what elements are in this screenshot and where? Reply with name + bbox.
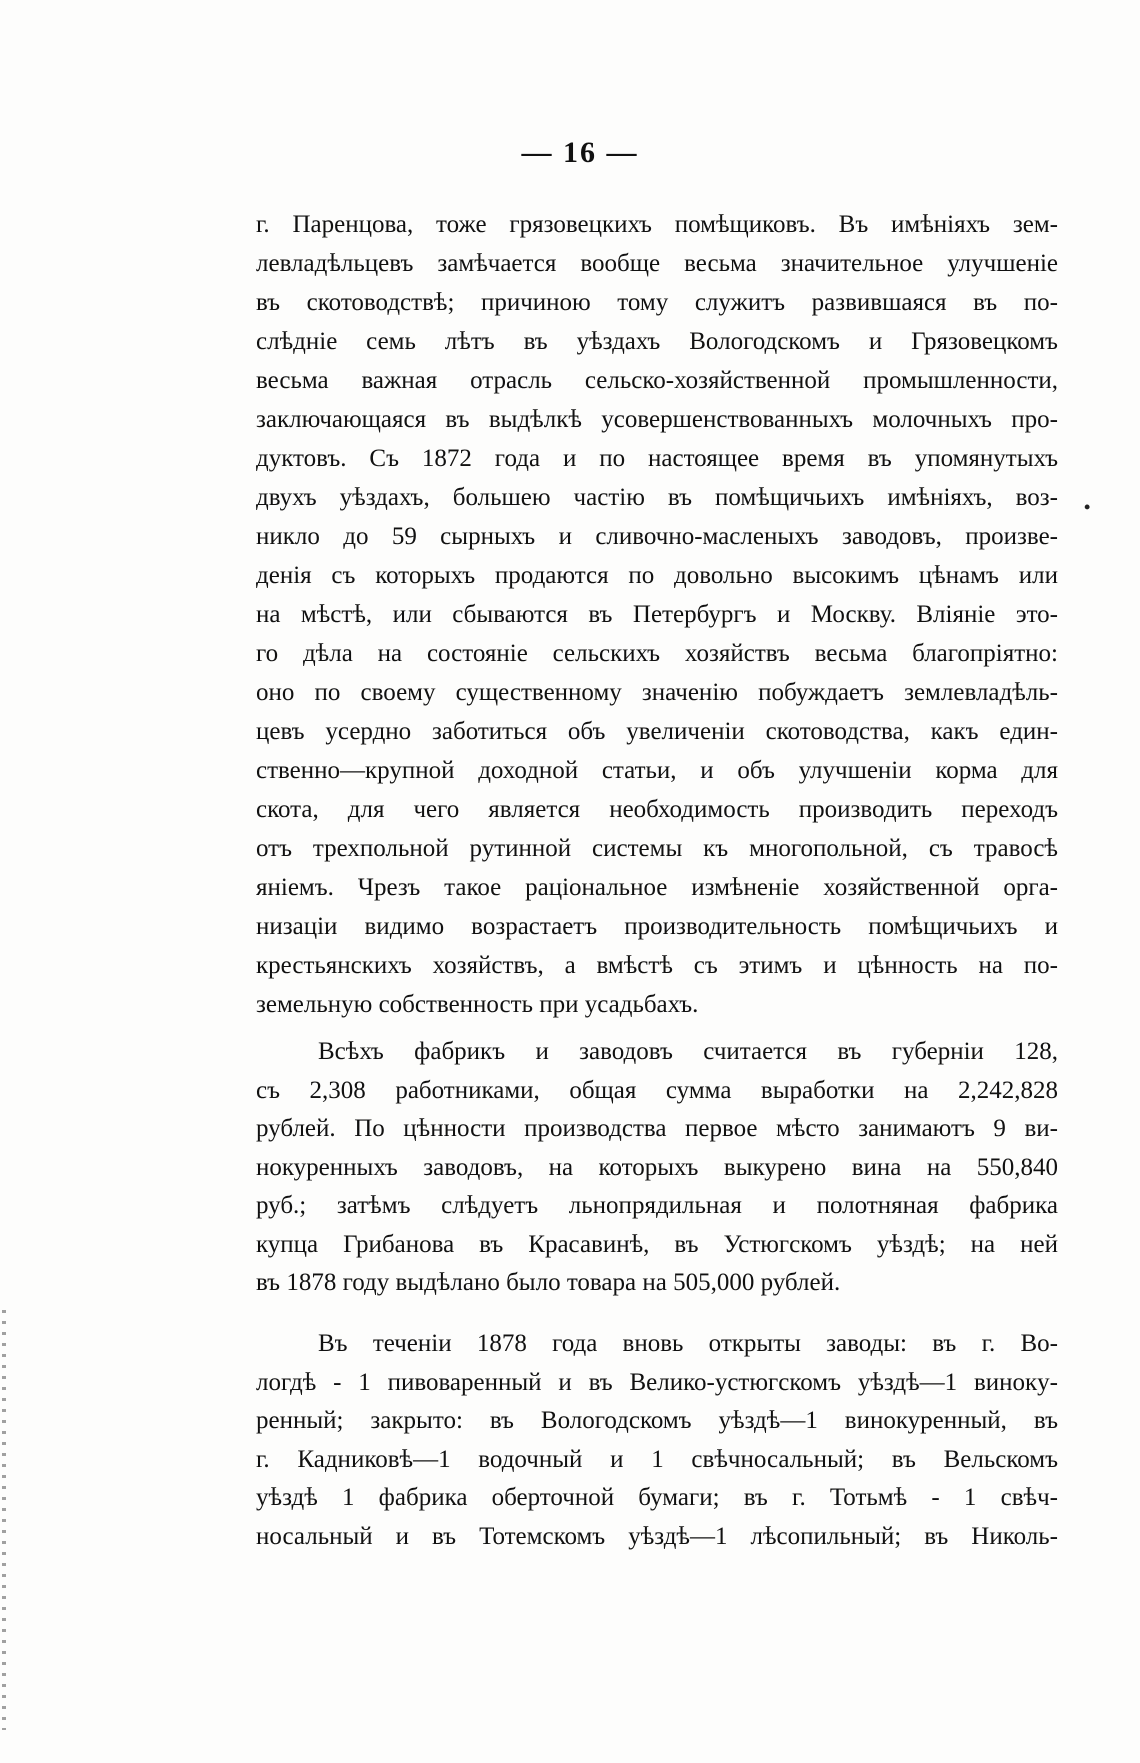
text-line: съ 2,308 работниками, общая сумма выработки на 2,242,828 <box>256 1076 1058 1104</box>
text-line: въ 1878 году выдѣлано было товара на 505,000 рублей. <box>256 1269 841 1296</box>
page-number: — 16 — <box>521 136 639 169</box>
paragraph-new-plants <box>256 1325 1058 1556</box>
text-line: денія съ которыхъ продаются по довольно высокимъ цѣнамъ или <box>256 562 1058 589</box>
text-line: цевъ усердно заботиться объ увеличеніи скотоводства, какъ един- <box>256 718 1058 745</box>
text-line: весьма важная отрасль сельско-хозяйственной промышленности, <box>256 367 1058 394</box>
stray-ink-dot: • <box>1084 497 1091 517</box>
text-line: рублей. По цѣнности производства первое мѣсто занимаютъ 9 ви- <box>256 1115 1058 1142</box>
text-line: отъ трехпольной рутинной системы къ многопольной, съ травосѣ <box>256 835 1058 862</box>
text-line: земельную собственность при усадьбахъ. <box>256 991 699 1018</box>
text-line: слѣдніе семь лѣтъ въ уѣздахъ Вологодскомъ и Грязовецкомъ <box>256 328 1058 355</box>
paragraph-dairy-industry <box>256 205 1058 1024</box>
text-line: левладѣльцевъ замѣчается вообще весьма значительное улучшеніе <box>256 250 1058 277</box>
text-line: ственно—крупной доходной статьи, и объ улучшеніи корма для <box>256 757 1058 784</box>
text-line: двухъ уѣздахъ, большею частію въ помѣщичьихъ имѣніяхъ, воз- <box>256 484 1058 511</box>
text-line: руб.; затѣмъ слѣдуетъ льнопрядильная и полотняная фабрика <box>256 1192 1058 1219</box>
text-line: низаціи видимо возрастаетъ производительность помѣщичьихъ и <box>256 913 1058 940</box>
text-line: го дѣла на состояніе сельскихъ хозяйствъ весьма благопріятно: <box>256 640 1058 667</box>
text-line: заключающаяся въ выдѣлкѣ усовершенствованныхъ молочныхъ про- <box>256 406 1058 433</box>
paragraph-factories <box>256 1033 1058 1303</box>
text-line: уѣздѣ 1 фабрика оберточной бумаги; въ г. Тотьмѣ - 1 свѣч- <box>256 1484 1058 1511</box>
text-line: дуктовъ. Съ 1872 года и по настоящее время въ упомянутыхъ <box>256 445 1058 472</box>
text-line: крестьянскихъ хозяйствъ, а вмѣстѣ съ этимъ и цѣнность на по- <box>256 952 1058 979</box>
margin-scan-artifact <box>2 1310 6 1730</box>
text-line: на мѣстѣ, или сбываются въ Петербургъ и Москву. Вліяніе это- <box>256 601 1058 628</box>
text-line: въ скотоводствѣ; причиною тому служитъ развившаяся въ по- <box>256 289 1058 316</box>
text-line: логдѣ - 1 пивоваренный и въ Велико-устюгскомъ уѣздѣ—1 винокy- <box>256 1368 1058 1396</box>
text-line: г. Паренцова, тоже грязовецкихъ помѣщиковъ. Въ имѣніяхъ зем- <box>256 211 1058 238</box>
text-line: скота, для чего является необходимость производить переходъ <box>256 796 1058 823</box>
text-line: Всѣхъ фабрикъ и заводовъ считается въ губерніи 128, <box>318 1038 1058 1065</box>
text-line: яніемъ. Чрезъ такое раціональное измѣненіе хозяйственной орга- <box>256 874 1058 901</box>
text-line: носальный и въ Тотемскомъ уѣздѣ—1 лѣсопильный; въ Николь- <box>256 1522 1058 1550</box>
text-line: купца Грибанова въ Красавинѣ, въ Устюгскомъ уѣздѣ; на ней <box>256 1230 1058 1258</box>
text-line: оно по своему существенному значенію побуждаетъ землевладѣль- <box>256 679 1058 706</box>
text-line: ренный; закрыто: въ Вологодскомъ уѣздѣ—1 винокуренный, въ <box>256 1407 1058 1434</box>
text-line: Въ теченіи 1878 года вновь открыты заводы: въ г. Во- <box>318 1330 1058 1357</box>
text-line: нокуренныхъ заводовъ, на которыхъ выкурено вина на 550,840 <box>256 1153 1058 1181</box>
text-line: г. Кадниковѣ—1 водочный и 1 свѣчносальный; въ Вельскомъ <box>256 1445 1058 1473</box>
text-line: никло до 59 сырныхъ и сливочно-масленыхъ заводовъ, произве- <box>256 523 1058 550</box>
